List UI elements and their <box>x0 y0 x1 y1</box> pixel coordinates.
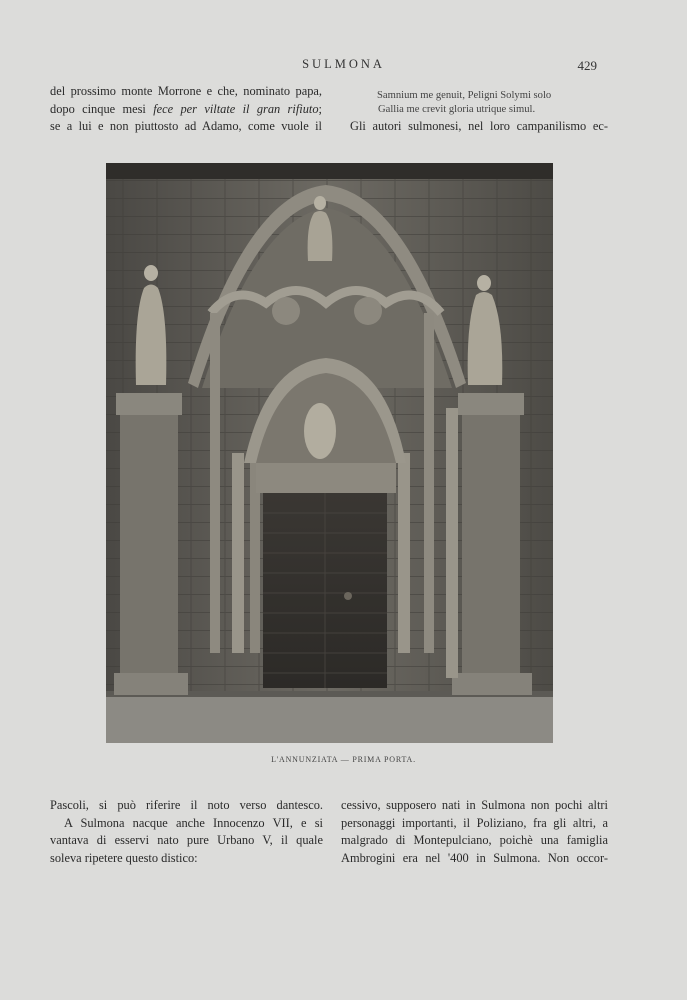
annunziata-portal-image <box>106 163 553 743</box>
text-line <box>50 101 322 119</box>
text-line: vantava di esservi nato pure Urbano V, il quale <box>50 833 323 847</box>
text-line: se a lui e non piuttosto ad Adamo, come vuole il <box>50 119 322 133</box>
text-line: personaggi importanti, il Poliziano, fra gli altri, a <box>341 815 608 830</box>
left-pier <box>114 393 188 695</box>
figure-caption: L'ANNUNZIATA — PRIMA PORTA. <box>271 755 416 764</box>
bottom-right-paragraph <box>341 797 608 867</box>
text-line: Pascoli, si può riferire il noto verso dantesco. <box>50 798 323 812</box>
text-line: Ambrogini era nel '400 in Sulmona. Non occor- <box>341 850 608 865</box>
right-pier <box>452 393 532 695</box>
running-title: SULMONA <box>302 57 385 71</box>
top-right-paragraph <box>350 118 608 136</box>
text-line: malgrado di Montepulciano, poichè una famiglia <box>341 833 608 847</box>
verse-line: Samnium me genuit, Peligni Solymi solo <box>377 90 552 101</box>
madonna-relief <box>304 403 336 459</box>
portal-photograph <box>106 163 553 743</box>
page-number: 429 <box>577 58 597 73</box>
lintel <box>256 463 396 493</box>
verse-line: Gallia me crevit gloria utrique simul. <box>378 104 536 115</box>
bottom-left-paragraph <box>50 797 323 867</box>
text-line: soleva ripetere questo distico: <box>50 850 198 865</box>
text-line: cessivo, supposero nati in Sulmona non pochi altri <box>341 798 608 812</box>
text-line: del prossimo monte Morrone e che, nominato papa, <box>50 84 322 98</box>
text-fragment: dopo cinque mesi <box>50 101 154 116</box>
text-line: Gli autori sulmonesi, nel loro campanilismo ec- <box>350 119 608 133</box>
dante-quote: fece per viltate il gran rifiuto <box>153 101 319 116</box>
latin-distich <box>377 89 587 117</box>
text-fragment: ; <box>318 101 322 116</box>
text-line: A Sulmona nacque anche Innocenzo VII, e si <box>64 815 323 830</box>
top-left-paragraph <box>50 83 322 136</box>
